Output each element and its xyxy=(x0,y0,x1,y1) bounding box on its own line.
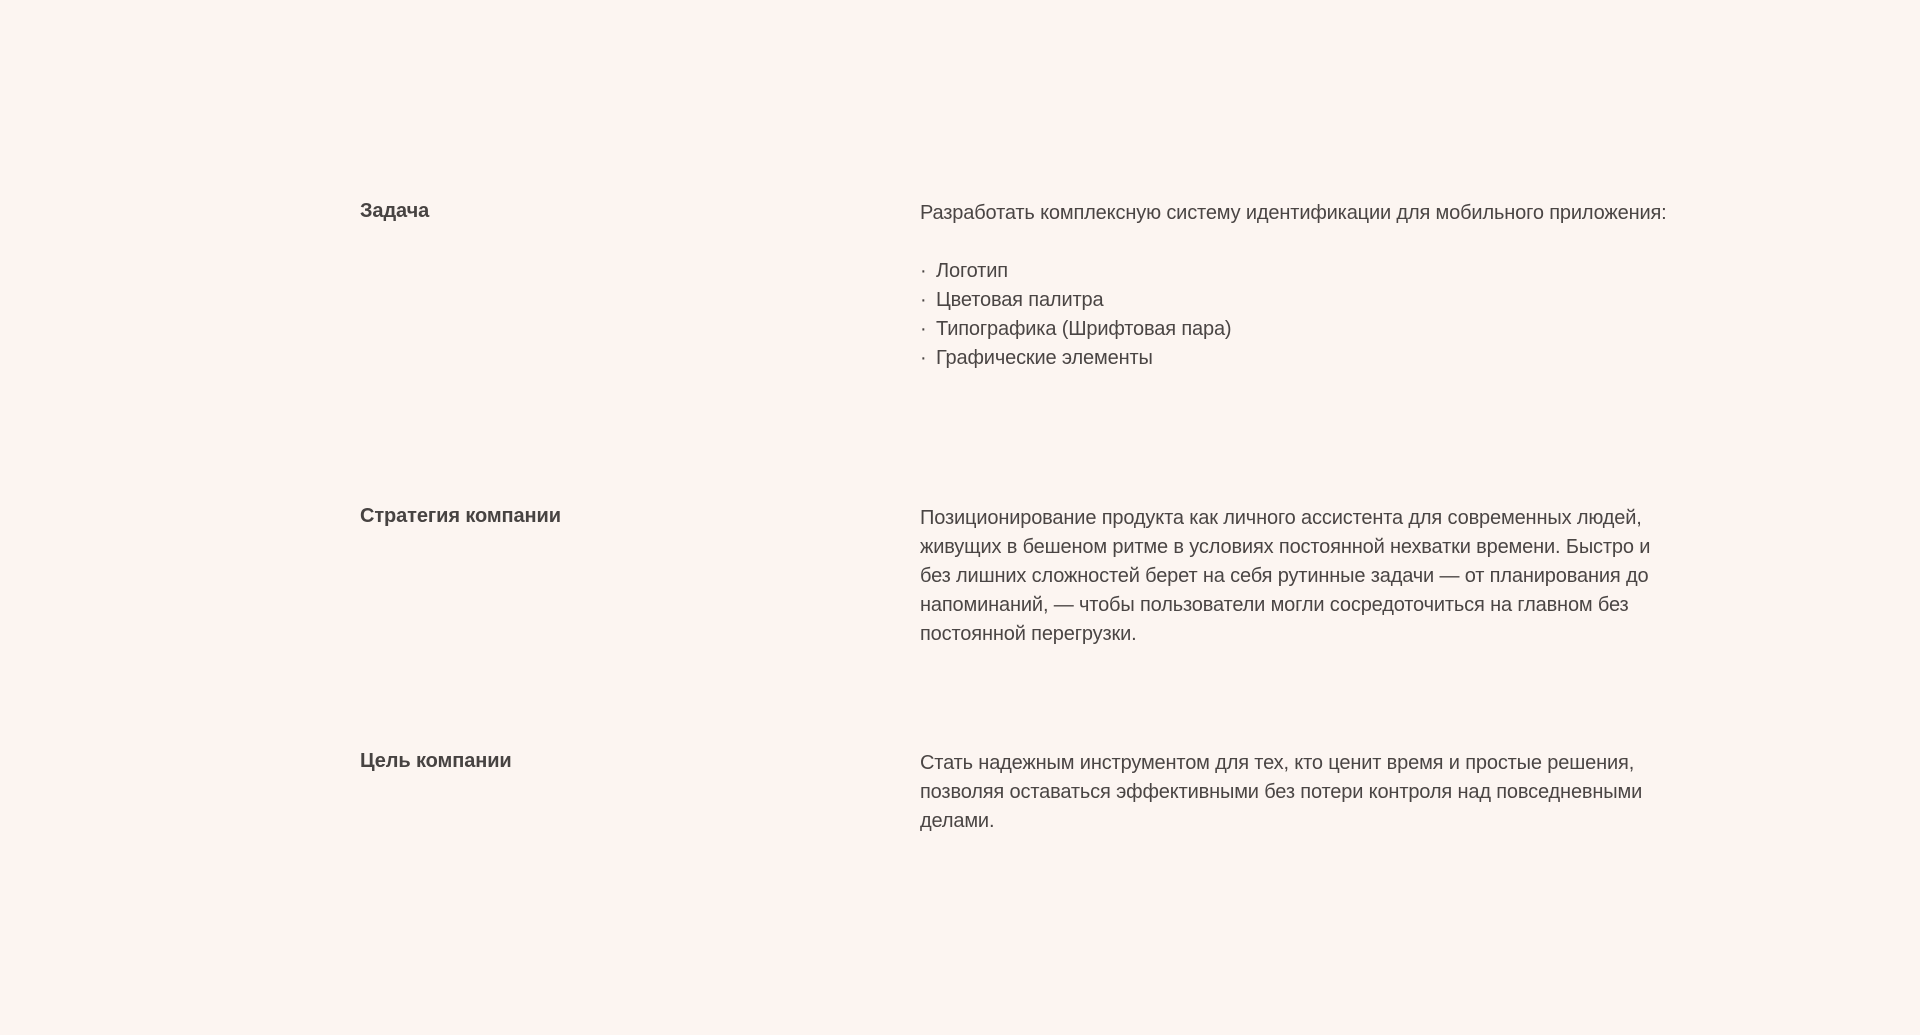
list-item-label: Типографика (Шрифтовая пара) xyxy=(936,318,1232,340)
list-item-label: Графические элементы xyxy=(936,347,1153,369)
list-item-label: Логотип xyxy=(936,260,1008,282)
bullet-icon: · xyxy=(920,260,927,282)
strategy-description: Позиционирование продукта как личного ассистента для современных людей, живущих в бешеном ритме в условиях постоянной нехватки времени. Быстро и без лишних сложностей берет на себя рутинные задачи — от планирования до напоминаний, — чтобы пользователи могли сосредоточиться на главном без постоянной перегрузки. xyxy=(920,507,1651,645)
list-item xyxy=(920,315,1670,344)
list-item xyxy=(920,257,1670,286)
task-content xyxy=(920,199,1670,373)
list-item xyxy=(920,344,1670,373)
bullet-icon: · xyxy=(920,289,927,311)
goal-description: Стать надежным инструментом для тех, кто ценит время и простые решения, позволяя оставаться эффективными без потери контроля над повседневными делами. xyxy=(920,752,1643,832)
list-item xyxy=(920,286,1670,315)
task-heading: Задача xyxy=(360,200,430,222)
deliverables-list xyxy=(920,257,1670,373)
goal-content xyxy=(920,749,1670,836)
task-description: Разработать комплексную систему идентификации для мобильного приложения: xyxy=(920,202,1667,224)
strategy-content xyxy=(920,504,1670,649)
goal-heading: Цель компании xyxy=(360,750,512,772)
strategy-heading: Стратегия компании xyxy=(360,505,561,527)
bullet-icon: · xyxy=(920,318,927,340)
list-item-label: Цветовая палитра xyxy=(936,289,1104,311)
bullet-icon: · xyxy=(920,347,927,369)
